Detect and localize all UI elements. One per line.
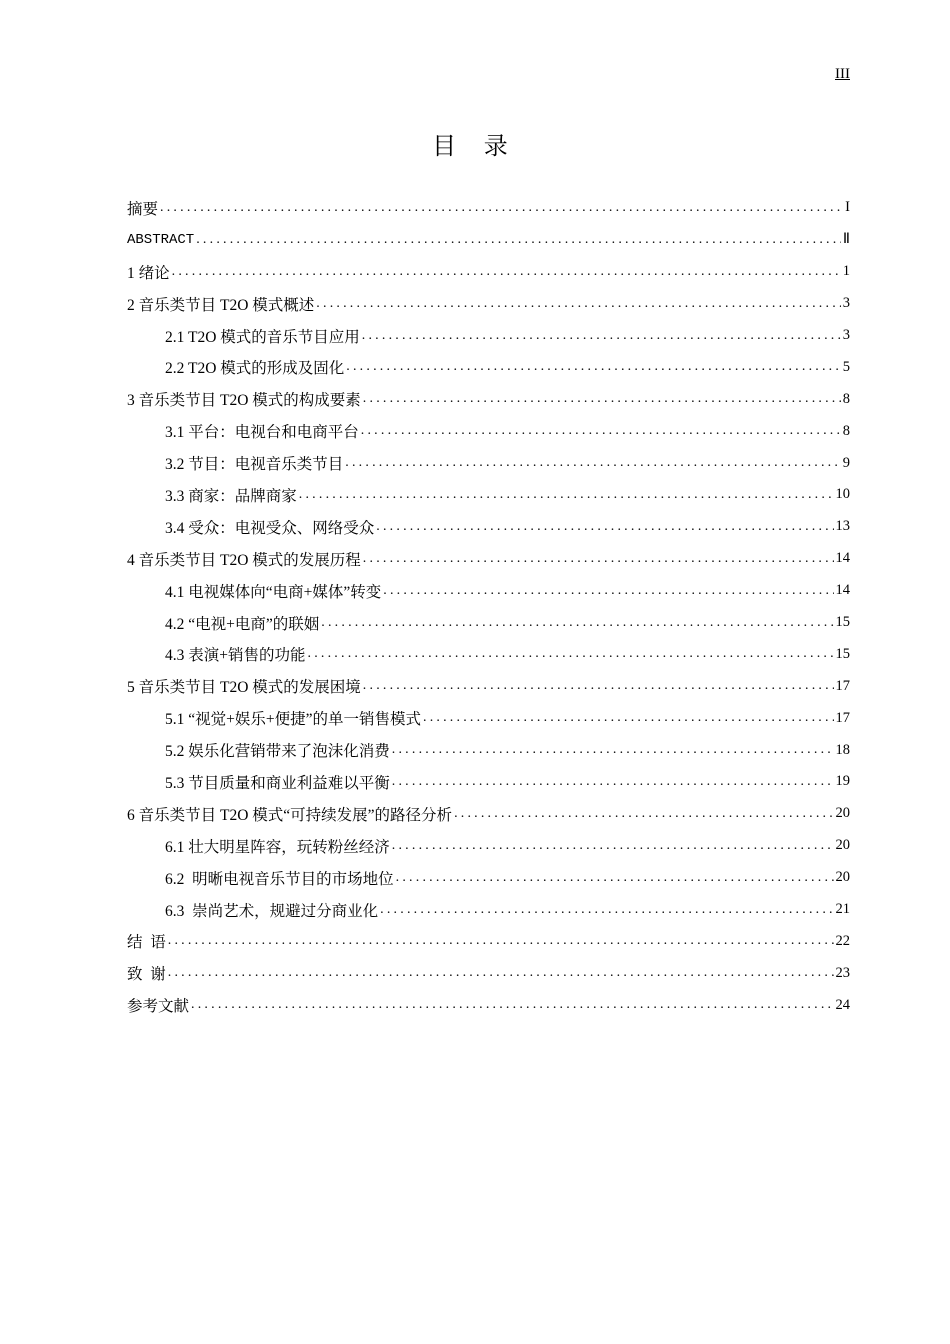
toc-entry-page: 5 bbox=[842, 358, 850, 375]
toc-leader-dots bbox=[383, 583, 833, 599]
toc-leader-dots bbox=[392, 774, 834, 790]
toc-entry-label: ABSTRACT bbox=[127, 231, 195, 248]
toc-entry-page: 21 bbox=[835, 901, 850, 918]
toc-entry-label: 2 音乐类节目 T2O 模式概述 bbox=[127, 296, 315, 314]
toc-entry-page: 19 bbox=[835, 773, 850, 790]
toc-entry-label: 3.2 节目：电视音乐类节目 bbox=[165, 456, 344, 474]
toc-entry-page: 8 bbox=[842, 422, 850, 439]
toc-entry-page: 17 bbox=[835, 709, 850, 726]
toc-entry-page: 15 bbox=[835, 645, 850, 662]
toc-entry-page: 14 bbox=[835, 550, 850, 567]
toc-entry-label: 4.2 “电视+电商”的联姻 bbox=[165, 615, 320, 633]
toc-entry-label: 致 谢 bbox=[127, 966, 166, 984]
toc-entry-page: 13 bbox=[835, 518, 850, 535]
toc-entry-chapter-3[interactable] bbox=[127, 383, 850, 415]
toc-entry-page: 15 bbox=[835, 614, 850, 631]
toc-entry-chapter-4[interactable] bbox=[127, 543, 850, 575]
toc-entry-page: 17 bbox=[835, 677, 850, 694]
toc-entry-label: 5 音乐类节目 T2O 模式的发展困境 bbox=[127, 679, 361, 697]
page-title: 目 录 bbox=[432, 132, 518, 160]
toc-entry-references[interactable] bbox=[127, 989, 850, 1021]
toc-entry-label: 6.2 明晰电视音乐节目的市场地位 bbox=[165, 870, 394, 888]
toc-entry-chapter-2[interactable] bbox=[127, 288, 850, 320]
toc-leader-dots bbox=[363, 551, 834, 567]
toc-leader-dots bbox=[392, 838, 834, 854]
toc-leader-dots bbox=[363, 678, 834, 694]
toc-leader-dots bbox=[423, 710, 834, 726]
toc-entry-page: 20 bbox=[835, 837, 850, 854]
toc-leader-dots bbox=[363, 391, 841, 407]
toc-entry-conclusion[interactable] bbox=[127, 925, 850, 957]
toc-entry-chapter-5[interactable] bbox=[127, 670, 850, 702]
toc-entry-label: 1 绪论 bbox=[127, 264, 170, 282]
toc-entry-section-3-1[interactable] bbox=[127, 415, 850, 447]
toc-leader-dots bbox=[396, 870, 834, 886]
toc-leader-dots bbox=[168, 933, 834, 949]
toc-entry-label: 5.3 节目质量和商业利益难以平衡 bbox=[165, 774, 390, 792]
toc-entry-section-6-2[interactable] bbox=[127, 862, 850, 894]
toc-entry-label: 6.1 壮大明星阵容，玩转粉丝经济 bbox=[165, 838, 390, 856]
toc-entry-label: 结 语 bbox=[127, 934, 166, 952]
toc-entry-label: 6.3 崇尚艺术，规避过分商业化 bbox=[165, 902, 379, 920]
toc-entry-label: 4 音乐类节目 T2O 模式的发展历程 bbox=[127, 551, 361, 569]
toc-entry-label: 5.2 娱乐化营销带来了泡沫化消费 bbox=[165, 743, 390, 761]
toc-leader-dots bbox=[346, 359, 840, 375]
toc-leader-dots bbox=[376, 519, 833, 535]
toc-entry-section-6-3[interactable] bbox=[127, 894, 850, 926]
toc-entry-section-3-4[interactable] bbox=[127, 511, 850, 543]
page-number: III bbox=[835, 66, 850, 82]
toc-entry-section-3-3[interactable] bbox=[127, 479, 850, 511]
toc-entry-section-5-1[interactable] bbox=[127, 702, 850, 734]
toc-leader-dots bbox=[380, 902, 833, 918]
toc-entry-label: 3.3 商家：品牌商家 bbox=[165, 487, 297, 505]
toc-leader-dots bbox=[361, 423, 841, 439]
toc-leader-dots bbox=[191, 997, 833, 1013]
toc-leader-dots bbox=[362, 328, 841, 344]
toc-entry-section-5-3[interactable] bbox=[127, 766, 850, 798]
toc-entry-acknowledgements[interactable] bbox=[127, 957, 850, 989]
toc-entry-page: I bbox=[845, 199, 850, 216]
toc-entry-label: 3.4 受众：电视受众、网络受众 bbox=[165, 519, 375, 537]
toc-entry-page: 1 bbox=[842, 263, 850, 280]
toc-entry-label: 2.1 T2O 模式的音乐节目应用 bbox=[165, 328, 360, 346]
toc-entry-chapter-1[interactable] bbox=[127, 256, 850, 288]
toc-entry-section-3-2[interactable] bbox=[127, 447, 850, 479]
toc-entry-section-6-1[interactable] bbox=[127, 830, 850, 862]
toc-leader-dots bbox=[196, 232, 841, 248]
toc-entry-chapter-6[interactable] bbox=[127, 798, 850, 830]
toc-entry-page: 14 bbox=[835, 582, 850, 599]
toc-leader-dots bbox=[172, 264, 841, 280]
toc-entry-label: 3.1 平台：电视台和电商平台 bbox=[165, 424, 359, 442]
toc-leader-dots bbox=[308, 646, 834, 662]
toc-leader-dots bbox=[160, 200, 843, 216]
toc-entry-page: 8 bbox=[842, 390, 850, 407]
toc-entry-page: 22 bbox=[835, 932, 850, 949]
toc-entry-page: Ⅱ bbox=[842, 231, 850, 248]
toc-entry-label: 摘要 bbox=[127, 200, 159, 218]
toc-entry-label: 2.2 T2O 模式的形成及固化 bbox=[165, 360, 345, 378]
toc-entry-page: 20 bbox=[835, 805, 850, 822]
toc-entry-section-2-2[interactable] bbox=[127, 351, 850, 383]
toc-entry-page: 20 bbox=[835, 869, 850, 886]
toc-leader-dots bbox=[454, 806, 833, 822]
toc-leader-dots bbox=[299, 487, 834, 503]
toc-entry-abstract-en[interactable] bbox=[127, 224, 850, 256]
table-of-contents bbox=[127, 192, 850, 1021]
toc-entry-page: 18 bbox=[835, 741, 850, 758]
toc-entry-section-4-3[interactable] bbox=[127, 638, 850, 670]
toc-entry-section-4-2[interactable] bbox=[127, 607, 850, 639]
toc-entry-label: 6 音乐类节目 T2O 模式“可持续发展”的路径分析 bbox=[127, 806, 453, 824]
toc-entry-label: 5.1 “视觉+娱乐+便捷”的单一销售模式 bbox=[165, 711, 421, 729]
toc-entry-page: 3 bbox=[842, 327, 850, 343]
toc-entry-page: 24 bbox=[835, 996, 850, 1013]
toc-entry-abstract-cn[interactable] bbox=[127, 192, 850, 224]
toc-leader-dots bbox=[321, 615, 833, 631]
toc-leader-dots bbox=[168, 965, 834, 981]
toc-entry-label: 4.1 电视媒体向“电商+媒体”转变 bbox=[165, 583, 382, 601]
toc-entry-label: 参考文献 bbox=[127, 998, 190, 1016]
toc-entry-section-5-2[interactable] bbox=[127, 734, 850, 766]
toc-entry-label: 3 音乐类节目 T2O 模式的构成要素 bbox=[127, 392, 361, 410]
toc-leader-dots bbox=[316, 296, 840, 312]
toc-entry-page: 10 bbox=[835, 486, 850, 503]
toc-entry-section-4-1[interactable] bbox=[127, 575, 850, 607]
toc-entry-label: 4.3 表演+销售的功能 bbox=[165, 647, 306, 665]
toc-leader-dots bbox=[392, 742, 834, 758]
toc-entry-page: 3 bbox=[842, 295, 850, 312]
toc-entry-page: 23 bbox=[835, 964, 850, 981]
toc-leader-dots bbox=[345, 455, 840, 471]
toc-entry-section-2-1[interactable] bbox=[127, 320, 850, 352]
toc-entry-page: 9 bbox=[842, 454, 850, 471]
